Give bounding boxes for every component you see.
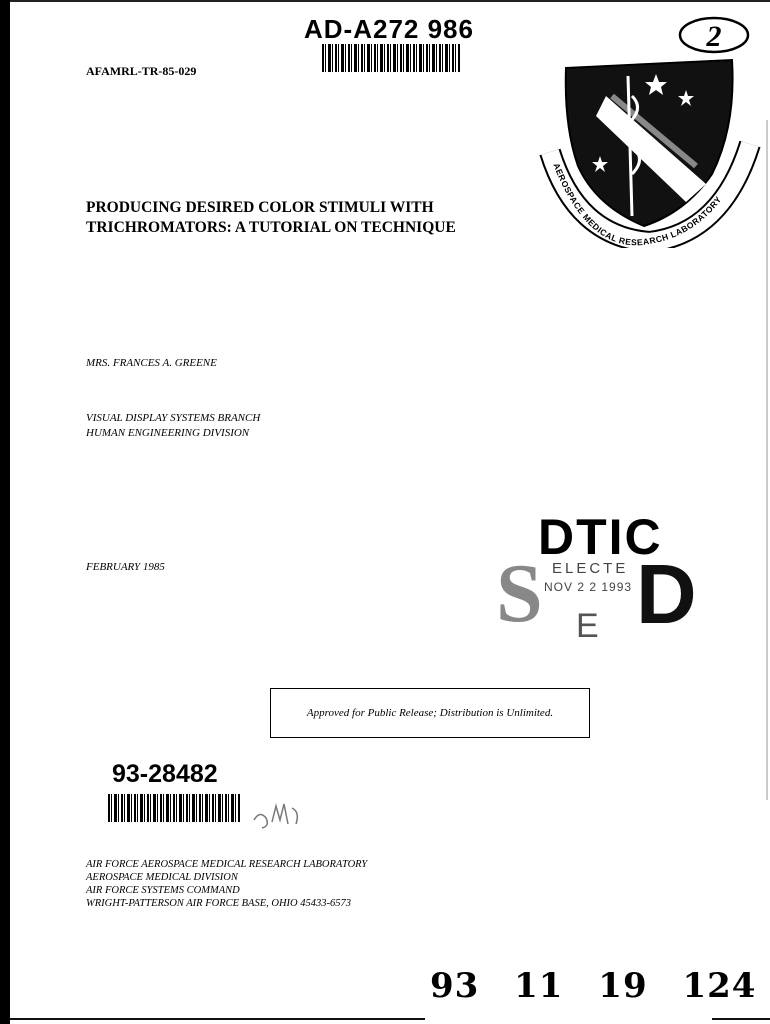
dtic-stamp-title: DTIC xyxy=(538,509,663,565)
bottom-border-rule xyxy=(10,1018,425,1020)
release-statement-box xyxy=(270,688,590,738)
circled-mark-icon xyxy=(676,14,752,56)
laboratory-shield-emblem-icon xyxy=(536,56,762,248)
svg-text:AEROSPACE MEDICAL RESEARCH LAB: AEROSPACE MEDICAL RESEARCH LABORATORY xyxy=(551,161,724,248)
title-line: PRODUCING DESIRED COLOR STIMULI WITH xyxy=(86,199,434,216)
author: MRS. FRANCES A. GREENE xyxy=(86,357,217,369)
organization-line: WRIGHT-PATTERSON AIR FORCE BASE, OHIO 45433-6573 xyxy=(86,898,352,909)
organization-line: AIR FORCE SYSTEMS COMMAND xyxy=(86,885,240,896)
circled-mark-digit: 2 xyxy=(706,20,722,53)
control-number: 93 11 19 124 xyxy=(430,966,757,1006)
bottom-border-rule xyxy=(712,1018,770,1020)
handwritten-initials-icon xyxy=(250,798,310,832)
organization-line: AEROSPACE MEDICAL DIVISION xyxy=(86,872,238,883)
release-statement: Approved for Public Release; Distribution is Unlimited. xyxy=(306,707,554,719)
dtic-stamp-status: ELECTE xyxy=(552,560,629,577)
dtic-stamp-date: NOV 2 2 1993 xyxy=(544,580,633,594)
organization-block xyxy=(86,858,367,910)
branch-block xyxy=(86,411,260,441)
organization-line: AIR FORCE AEROSPACE MEDICAL RESEARCH LABORATORY xyxy=(86,859,368,870)
publication-date: FEBRUARY 1985 xyxy=(86,561,165,573)
accession-number: 93-28482 xyxy=(112,760,218,788)
dtic-stamp-letter-s: S xyxy=(496,547,543,640)
barcode-icon xyxy=(322,44,460,72)
title-line: TRICHROMATORS: A TUTORIAL ON TECHNIQUE xyxy=(86,219,456,236)
dtic-stamp-letter-d: D xyxy=(636,547,697,641)
left-border-rule xyxy=(0,0,10,1024)
top-border-rule xyxy=(10,0,770,2)
division-line: HUMAN ENGINEERING DIVISION xyxy=(86,427,250,439)
barcode-icon xyxy=(108,794,240,822)
branch-line: VISUAL DISPLAY SYSTEMS BRANCH xyxy=(86,412,261,424)
document-title xyxy=(86,198,526,238)
ad-number: AD-A272 986 xyxy=(304,14,474,44)
dtic-stamp-letter-e: E xyxy=(576,607,599,645)
scan-edge xyxy=(766,120,768,800)
report-number: AFAMRL-TR-85-029 xyxy=(86,64,197,78)
